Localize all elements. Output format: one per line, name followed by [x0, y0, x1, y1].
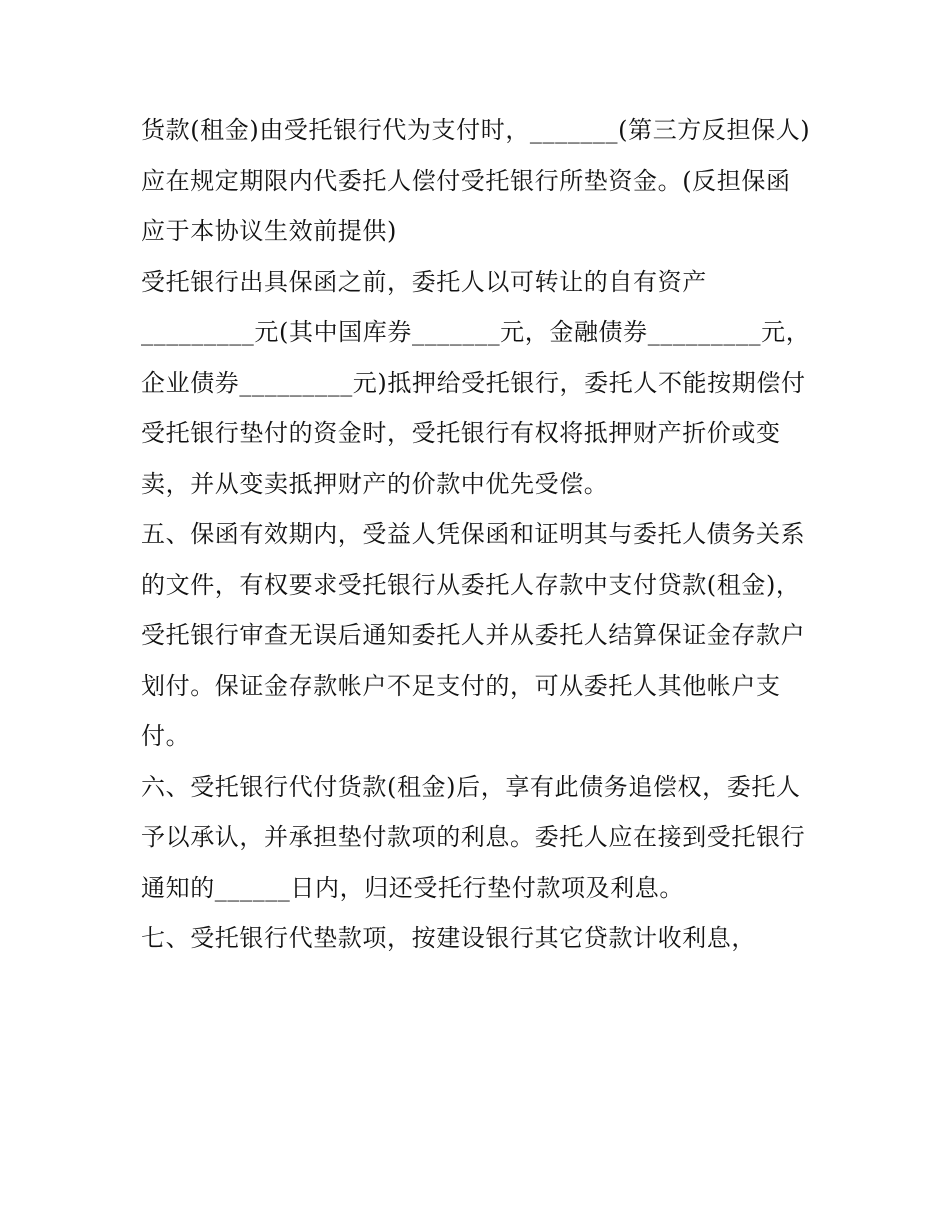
paragraph-line: 五、保函有效期内，受益人凭保函和证明其与委托人债务关系 [141, 520, 806, 548]
paragraph-line: 七、受托银行代垫款项，按建设银行其它贷款计收利息， [141, 924, 756, 952]
paragraph-line: 受托银行出具保函之前，委托人以可转让的自有资产 [141, 268, 707, 296]
paragraph-line: 应在规定期限内代委托人偿付受托银行所垫资金。(反担保函 [141, 167, 791, 195]
paragraph-line: _________元(其中国库券_______元，金融债券_________元， [141, 318, 811, 346]
paragraph-line: 受托银行审查无误后通知委托人并从委托人结算保证金存款户 [141, 621, 806, 649]
paragraph-line: 受托银行垫付的资金时，受托银行有权将抵押财产折价或变 [141, 419, 781, 447]
paragraph-line: 应于本协议生效前提供) [141, 217, 397, 245]
paragraph-line: 六、受托银行代付货款(租金)后，享有此债务追偿权，委托人 [141, 773, 801, 801]
paragraph-line: 的文件，有权要求受托银行从委托人存款中支付贷款(租金)， [141, 571, 801, 599]
paragraph-line: 货款(租金)由受托银行代为支付时，_______(第三方反担保人) [141, 116, 811, 144]
paragraph-line: 付。 [141, 722, 191, 750]
paragraph-line: 通知的______日内，归还受托行垫付款项及利息。 [141, 874, 684, 902]
paragraph-line: 划付。保证金存款帐户不足支付的，可从委托人其他帐户支 [141, 672, 781, 700]
paragraph-line: 卖，并从变卖抵押财产的价款中优先受偿。 [141, 470, 609, 498]
paragraph-line: 企业债券_________元)抵押给受托银行，委托人不能按期偿付 [141, 369, 806, 397]
paragraph-line: 予以承认，并承担垫付款项的利息。委托人应在接到受托银行 [141, 823, 806, 851]
